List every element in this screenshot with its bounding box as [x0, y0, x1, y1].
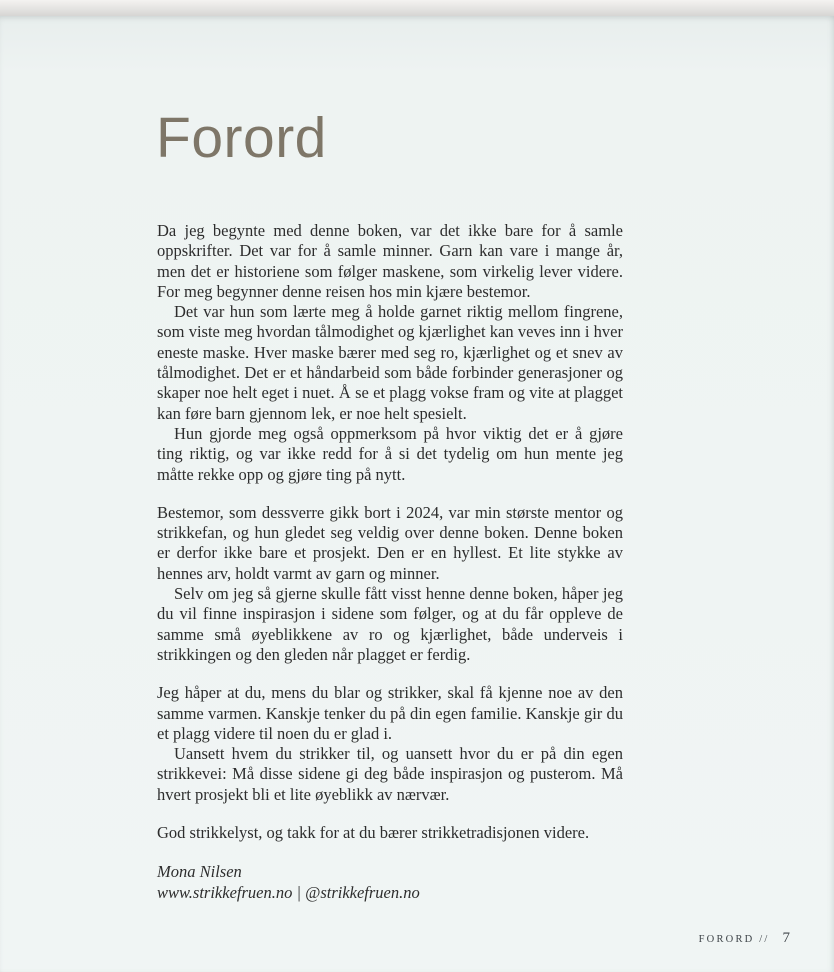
foreword-body	[157, 221, 623, 903]
body-paragraph: Hun gjorde meg også oppmerksom på hvor viktig det er å gjøre ting riktig, og var ikke redd for å si det tydelig om hun mente jeg måtte rekke opp og gjøre ting på nytt.	[157, 423, 623, 484]
body-paragraph: God strikkelyst, og takk for at du bærer strikketradisjonen videre.	[157, 823, 590, 843]
body-paragraph: Bestemor, som dessverre gikk bort i 2024, var min største mentor og strikkefan, og hun gledet seg veldig over denne boken. Denne boken er derfor ikke bare et prosjekt. Den er en hyllest. Et lite stykke av hennes arv, holdt varmt av garn og minner.	[157, 502, 623, 583]
body-paragraph: Selv om jeg så gjerne skulle fått visst henne denne boken, håper jeg du vil finne inspirasjon i sidene som følger, og at du får oppleve de samme små øyeblikkene av ro og kjærlighet, både underveis i strikkingen og den gleden når plagget er ferdig.	[157, 584, 623, 664]
signature-block	[157, 861, 623, 903]
body-paragraph: Uansett hvem du strikker til, og uansett hvor du er på din egen strikkevei: Må disse sidene gi deg både inspirasjon og pusterom. Må hvert prosjekt bli et lite øyeblikk av nærvær.	[157, 744, 623, 804]
footer-section-label: FORORD //	[698, 934, 770, 945]
body-paragraph: Det var hun som lærte meg å holde garnet riktig mellom fingrene, som viste meg hvordan tålmodighet og kjærlighet kan veves inn i hver eneste maske. Hver maske bærer med seg ro, kjærlighet og et snev av tålmodighet. Det er et håndarbeid som både forbinder generasjoner og skaper noe helt eget i nuet. Å se et plagg vokse fram og vite at plagget kan føre barn gjennom lek, er noe helt spesielt.	[157, 302, 623, 423]
body-paragraph: Da jeg begynte med denne boken, var det ikke bare for å samle oppskrifter. Det var for å samle minner. Garn kan vare i mange år, men det er historiene som følger maskene, som virkelig lever videre. For meg begynner denne reisen hos min kjære bestemor.	[157, 221, 623, 301]
signature-name: Mona Nilsen	[157, 862, 242, 882]
body-paragraph: Jeg håper at du, mens du blar og strikker, skal få kjenne noe av den samme varmen. Kanskje tenker du på din egen familie. Kanskje gir du et plagg videre til noen du er glad i.	[157, 683, 623, 743]
signature-contact: www.strikkefruen.no | @strikkefruen.no	[157, 883, 420, 903]
page-footer	[699, 930, 790, 947]
page-title: Forord	[156, 106, 327, 171]
page-top-edge	[0, 0, 834, 16]
page-number: 7	[782, 930, 790, 946]
